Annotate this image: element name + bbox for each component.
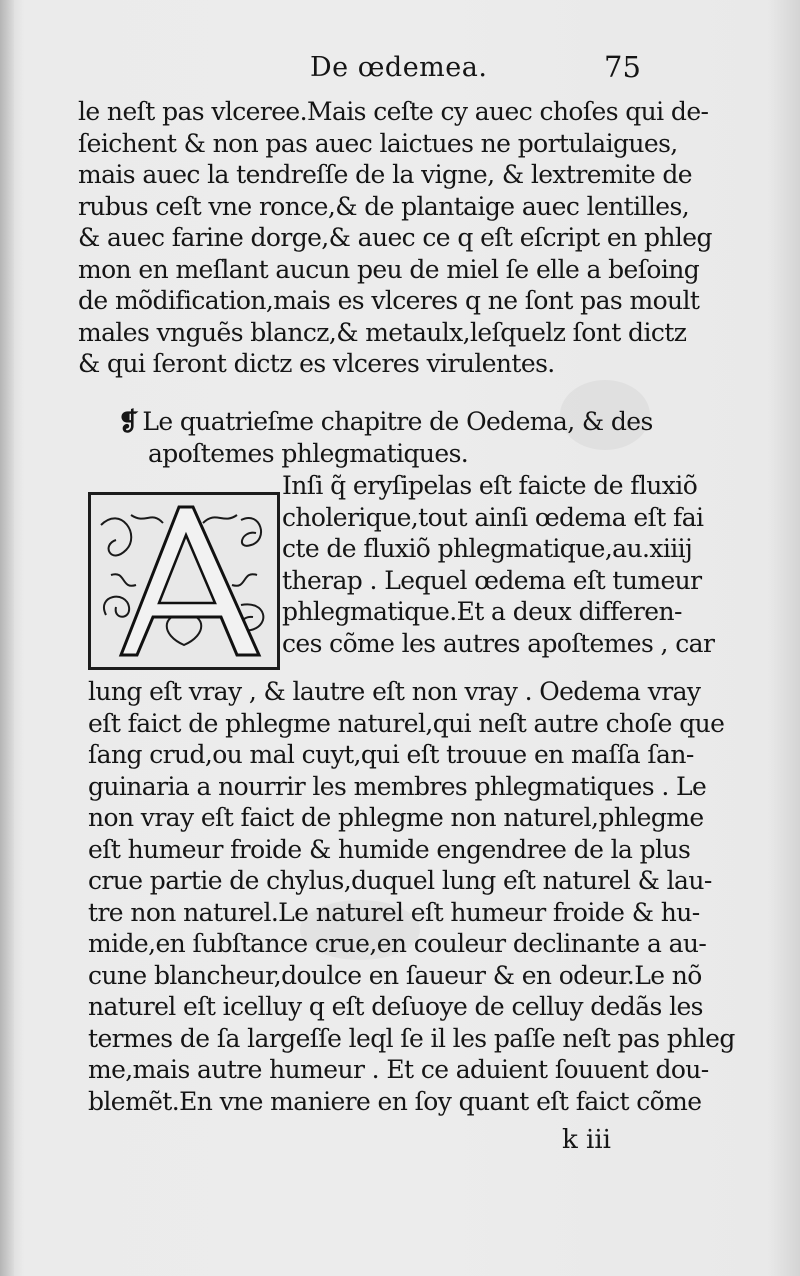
dropcap-adjacent-lines <box>282 470 722 659</box>
text-line: phlegmatique.Et a deux differen- <box>282 597 682 626</box>
signature-mark: k iii <box>562 1125 611 1155</box>
text-line: & auec farine dorge,& auec ce q eſt eſcript en phleg <box>78 223 712 252</box>
running-head: De œdemea. <box>310 52 488 83</box>
page-number: 75 <box>604 50 641 84</box>
text-line: & qui ſeront dictz es vlceres virulentes. <box>78 349 555 378</box>
text-line: le neſt pas vlceree.Mais ceſte cy auec choſes qui de- <box>78 97 709 126</box>
text-line: lung eſt vray , & lautre eſt non vray . Oedema vray <box>88 677 701 706</box>
text-line: males vnguẽs blancz,& metaulx,leſquelz ſont dictz <box>78 317 687 347</box>
text-line: crue partie de chylus,duquel lung eſt naturel & lau- <box>88 866 712 895</box>
text-line: cune blancheur,doulce en ſaueur & en odeur.Le nõ <box>88 960 702 990</box>
text-line: cholerique,tout ainſi œdema eſt fai <box>282 502 704 532</box>
top-paragraph <box>78 96 712 380</box>
chapter-title-line-2: apoſtemes phlegmatiques. <box>148 438 469 468</box>
text-line: tre non naturel.Le naturel eſt humeur froide & hu- <box>88 897 700 927</box>
main-paragraph <box>88 676 735 1117</box>
chapter-title-line-1: Le quatrieſme chapitre de Oedema, & des <box>142 407 653 436</box>
text-line: rubus ceſt vne ronce,& de plantaige auec lentilles, <box>78 191 690 221</box>
text-line: de mõdification,mais es vlceres q ne ſont pas moult <box>78 286 700 315</box>
text-line: me,mais autre humeur . Et ce aduient ſouuent dou- <box>88 1055 709 1084</box>
text-line: eſt faict de phlegme naturel,qui neſt autre choſe que <box>88 708 725 738</box>
text-line: mide,en ſubſtance crue,en couleur declinante a au- <box>88 929 707 958</box>
text-line: ces cõme les autres apoſtemes , car <box>282 628 715 658</box>
text-line: guinaria a nourrir les membres phlegmatiques . Le <box>88 771 707 801</box>
text-line: cte de fluxiõ phlegmatique,au.xiiij <box>282 534 693 563</box>
chapter-heading <box>118 405 718 468</box>
text-line: blemẽt.En vne maniere en ſoy quant eſt faict cõme <box>88 1086 702 1116</box>
text-line: mon en meſlant aucun peu de miel ſe elle a beſoing <box>78 254 700 284</box>
text-line: naturel eſt icelluy q eſt deſuoye de celluy dedãs les <box>88 992 703 1021</box>
text-line: therap . Lequel œdema eſt tumeur <box>282 565 702 595</box>
ornamental-initial <box>88 492 280 670</box>
text-line: termes de ſa largeſſe leql ſe il les paſſe neſt pas phleg <box>88 1023 735 1053</box>
pilcrow-icon: ❡ <box>118 407 139 436</box>
ornamental-initial-letter-icon <box>91 495 277 667</box>
text-line: ſang crud,ou mal cuyt,qui eſt trouue en maſſa ſan- <box>88 740 694 769</box>
text-line: non vray eſt faict de phlegme non naturel,phlegme <box>88 803 704 832</box>
text-line: eſt humeur froide & humide engendree de la plus <box>88 834 691 864</box>
text-line: ſeichent & non pas auec laictues ne portulaigues, <box>78 128 678 158</box>
text-line: mais auec la tendreſſe de la vigne, & lextremite de <box>78 160 692 189</box>
text-line: Inſi q̃ eryſipelas eſt faicte de fluxiõ <box>282 471 698 500</box>
page-gutter-shadow <box>0 0 14 1276</box>
